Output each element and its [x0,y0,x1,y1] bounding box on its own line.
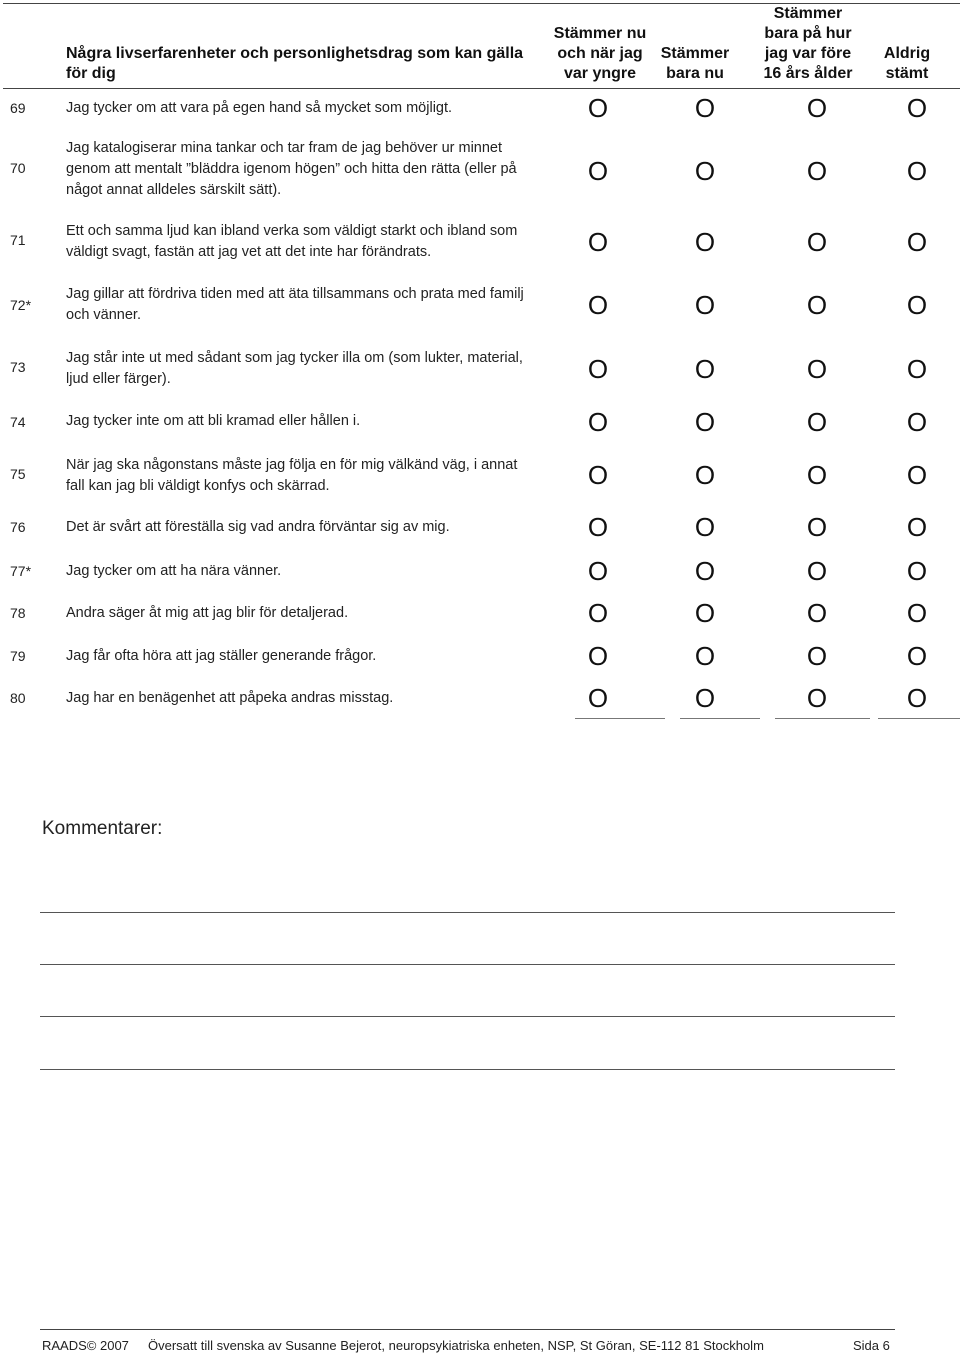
question-text: Jag har en benägenhet att påpeka andras misstag. [66,690,394,706]
answer-option-1[interactable]: O [587,290,609,320]
header-col-never [872,0,942,86]
question-number: 77* [10,563,32,579]
question-number: 71 [10,232,26,248]
header-rule [3,88,960,89]
answer-option-3[interactable]: O [806,354,828,384]
answer-option-2[interactable]: O [694,460,716,490]
answer-option-1[interactable]: O [587,556,609,586]
question-number: 80 [10,690,26,706]
answer-option-1[interactable]: O [587,512,609,542]
question-number: 75 [10,466,26,482]
answer-option-3[interactable]: O [806,156,828,186]
question-number: 69 [10,100,26,116]
header-col-label: Stämmer bara på hur jag var före 16 års ålder [763,5,853,82]
answer-option-3[interactable]: O [806,290,828,320]
question-text: Jag tycker om att ha nära vänner. [66,563,282,579]
header-col-before-16 [752,0,864,86]
answer-option-2[interactable]: O [694,290,716,320]
answer-option-4[interactable]: O [906,290,928,320]
comment-line[interactable] [40,964,895,965]
answer-option-4[interactable]: O [906,556,928,586]
answer-option-3[interactable]: O [806,556,828,586]
answer-option-4[interactable]: O [906,93,928,123]
footer-copyright: RAADS© 2007 [42,1338,129,1353]
question-text: Jag gillar att fördriva tiden med att äta tillsammans och prata med familj och vänner. [66,286,524,323]
answer-option-4[interactable]: O [906,598,928,628]
question-text: Jag står inte ut med sådant som jag tycker illa om (som lukter, material, ljud eller färger). [66,350,523,387]
column-rule [775,718,870,719]
answer-option-1[interactable]: O [587,683,609,713]
question-number: 76 [10,519,26,535]
answer-option-2[interactable]: O [694,683,716,713]
answer-option-2[interactable]: O [694,93,716,123]
answer-option-3[interactable]: O [806,683,828,713]
answer-option-2[interactable]: O [694,407,716,437]
answer-option-1[interactable]: O [587,93,609,123]
answer-option-2[interactable]: O [694,227,716,257]
footer-page-number: Sida 6 [853,1338,890,1353]
comment-line[interactable] [40,1069,895,1070]
answer-option-3[interactable]: O [806,227,828,257]
question-text: Jag tycker inte om att bli kramad eller hållen i. [66,413,361,429]
header-col-label: Aldrig stämt [883,45,931,82]
column-rule [575,718,665,719]
answer-option-1[interactable]: O [587,641,609,671]
question-number: 74 [10,414,26,430]
answer-option-3[interactable]: O [806,641,828,671]
question-number: 73 [10,359,26,375]
answer-option-1[interactable]: O [587,460,609,490]
question-text: Jag katalogiserar mina tankar och tar fram de jag behöver ur minnet genom att mentalt ”bläddra igenom högen” och hitta den rätta (eller på något annat alldeles särskilt sätt). [66,140,517,198]
header-col-label: Stämmer nu och när jag var yngre [553,25,647,82]
footer-translation-credit: Översatt till svenska av Susanne Bejerot, neuropsykiatriska enheten, NSP, St Göran, SE-112 81 Stockholm [148,1338,764,1353]
question-text: Det är svårt att föreställa sig vad andra förväntar sig av mig. [66,519,450,535]
answer-option-4[interactable]: O [906,460,928,490]
question-number: 78 [10,605,26,621]
answer-option-4[interactable]: O [906,354,928,384]
answer-option-1[interactable]: O [587,156,609,186]
answer-option-3[interactable]: O [806,93,828,123]
header-col-now-and-younger [548,0,652,86]
answer-option-4[interactable]: O [906,156,928,186]
answer-option-2[interactable]: O [694,156,716,186]
header-title [66,0,546,86]
question-number: 72* [10,297,32,313]
answer-option-3[interactable]: O [806,460,828,490]
question-number: 70 [10,160,26,176]
answer-option-4[interactable]: O [906,227,928,257]
answer-option-2[interactable]: O [694,598,716,628]
question-number: 79 [10,648,26,664]
answer-option-2[interactable]: O [694,512,716,542]
answer-option-4[interactable]: O [906,641,928,671]
comments-label: Kommentarer: [42,818,163,839]
question-text: Andra säger åt mig att jag blir för detaljerad. [66,605,349,621]
question-text: När jag ska någonstans måste jag följa en för mig välkänd väg, i annat fall kan jag bli väldigt konfys och skärrad. [66,457,518,494]
answer-option-1[interactable]: O [587,354,609,384]
answer-option-4[interactable]: O [906,683,928,713]
comment-line[interactable] [40,912,895,913]
answer-option-1[interactable]: O [587,407,609,437]
header-col-label: Stämmer bara nu [660,45,730,82]
footer-rule [40,1329,895,1330]
header-col-only-now [655,0,735,86]
question-text: Jag tycker om att vara på egen hand så mycket som möjligt. [66,100,453,116]
answer-option-4[interactable]: O [906,407,928,437]
answer-option-2[interactable]: O [694,556,716,586]
answer-option-2[interactable]: O [694,354,716,384]
question-text: Ett och samma ljud kan ibland verka som väldigt starkt och ibland som väldigt svagt, fastän att jag vet att det inte har förändrats. [66,223,518,260]
answer-option-2[interactable]: O [694,641,716,671]
column-rule [878,718,960,719]
answer-option-3[interactable]: O [806,407,828,437]
comment-line[interactable] [40,1016,895,1017]
answer-option-4[interactable]: O [906,512,928,542]
question-text: Jag får ofta höra att jag ställer generande frågor. [66,648,377,664]
answer-option-3[interactable]: O [806,512,828,542]
column-rule [680,718,760,719]
header-title-text: Några livserfarenheter och personlighetsdrag som kan gälla för dig [66,45,524,82]
answer-option-1[interactable]: O [587,598,609,628]
answer-option-1[interactable]: O [587,227,609,257]
answer-option-3[interactable]: O [806,598,828,628]
